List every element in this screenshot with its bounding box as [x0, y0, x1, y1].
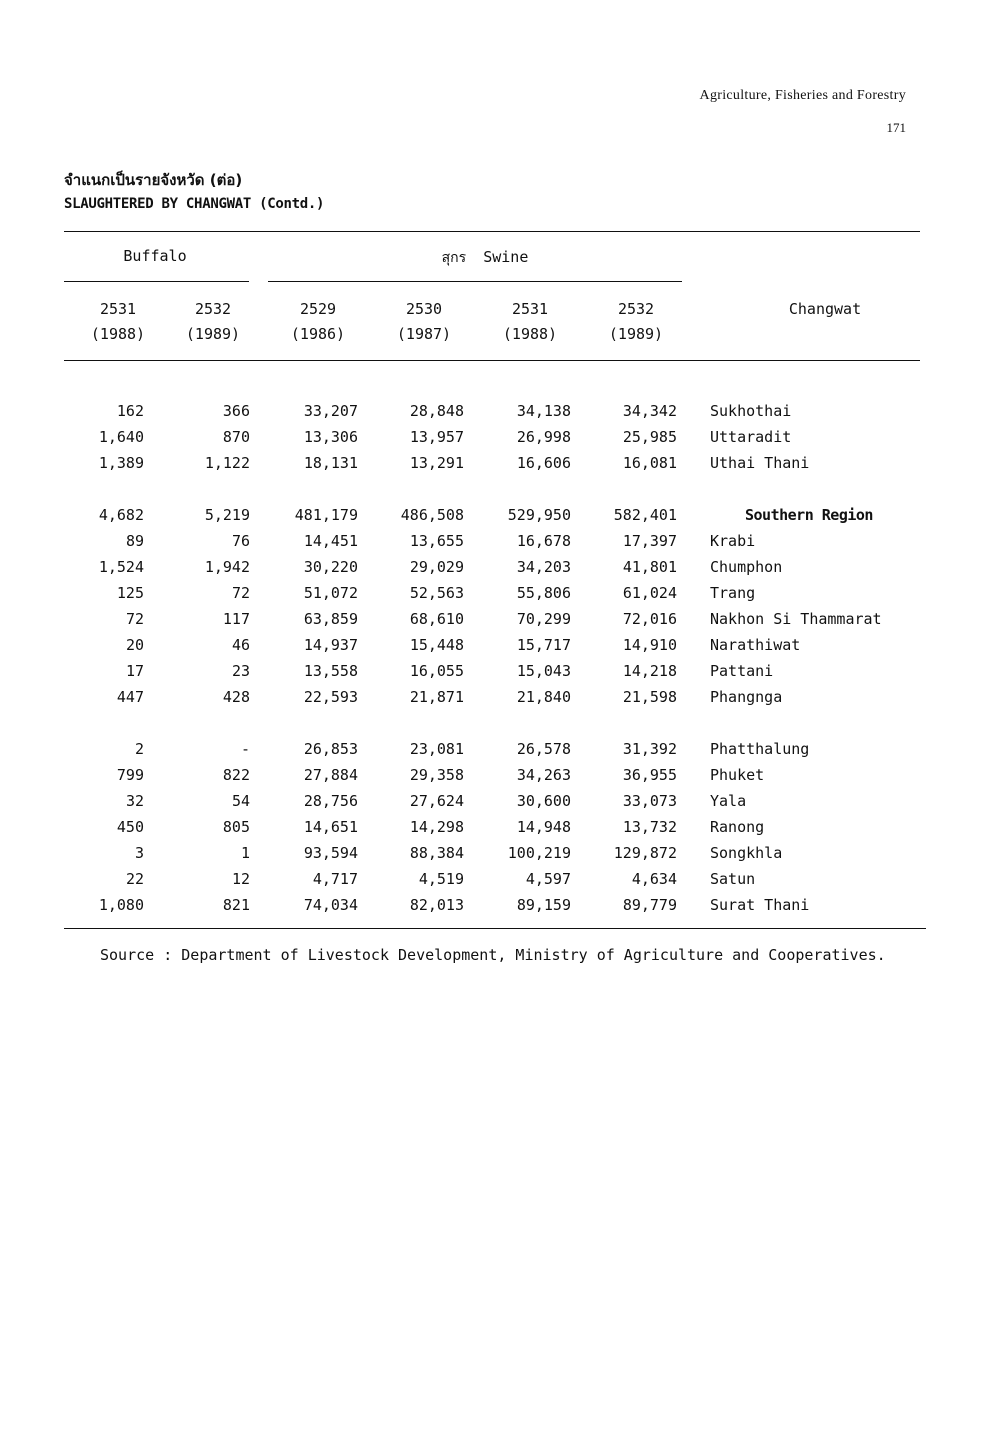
table-cell: 33,207 [303, 402, 358, 420]
table-cell: 13,732 [622, 818, 677, 836]
table-cell: 13,306 [303, 428, 358, 446]
table-cell: 1,524 [98, 558, 144, 576]
table-cell: 72 [231, 584, 250, 602]
table-cell: 1,389 [98, 454, 144, 472]
table-cell: 93,594 [303, 844, 358, 862]
changwat-name: Yala [710, 792, 747, 810]
year-header-ad: (1987) [396, 325, 452, 343]
table-cell: 805 [222, 818, 250, 836]
table-cell: 89 [125, 532, 144, 550]
bottom-rule [64, 928, 926, 929]
table-cell: 18,131 [303, 454, 358, 472]
table-cell: 486,508 [400, 506, 464, 524]
changwat-name: Pattani [710, 662, 774, 680]
table-cell: 14,910 [622, 636, 677, 654]
table-cell: 16,678 [516, 532, 571, 550]
region-name: Southern Region [745, 506, 873, 524]
source-note: Source : Department of Livestock Development, Ministry of Agriculture and Cooperatives. [100, 946, 886, 964]
table-cell: 15,043 [516, 662, 571, 680]
table-cell: 822 [222, 766, 250, 784]
changwat-name: Satun [710, 870, 756, 888]
changwat-name: Phuket [710, 766, 765, 784]
changwat-name: Krabi [710, 532, 756, 550]
table-cell: 16,606 [516, 454, 571, 472]
buffalo-header: Buffalo [123, 247, 187, 265]
table-cell: 25,985 [622, 428, 677, 446]
changwat-name: Chumphon [710, 558, 783, 576]
table-cell: 41,801 [622, 558, 677, 576]
table-cell: 21,871 [409, 688, 464, 706]
table-cell: 29,358 [409, 766, 464, 784]
table-cell: 870 [222, 428, 250, 446]
changwat-name: Narathiwat [710, 636, 801, 654]
swine-header-english: Swine [483, 248, 529, 266]
table-cell: 14,651 [303, 818, 358, 836]
table-cell: 28,756 [303, 792, 358, 810]
table-cell: 70,299 [516, 610, 571, 628]
year-header-be: 2531 [511, 300, 549, 318]
table-cell: 129,872 [613, 844, 677, 862]
table-cell: 76 [231, 532, 250, 550]
table-cell: 88,384 [409, 844, 464, 862]
changwat-name: Ranong [710, 818, 765, 836]
table-cell: 46 [231, 636, 250, 654]
table-cell: 30,220 [303, 558, 358, 576]
year-header-ad: (1988) [502, 325, 558, 343]
table-cell: 28,848 [409, 402, 464, 420]
changwat-name: Surat Thani [710, 896, 810, 914]
table-cell: 15,448 [409, 636, 464, 654]
table-cell: 447 [116, 688, 144, 706]
table-cell: 26,578 [516, 740, 571, 758]
year-header-ad: (1989) [608, 325, 664, 343]
table-cell: 125 [116, 584, 144, 602]
table-cell: 14,451 [303, 532, 358, 550]
year-header-be: 2530 [405, 300, 443, 318]
table-cell: 54 [231, 792, 250, 810]
changwat-name: Sukhothai [710, 402, 792, 420]
table-cell: 61,024 [622, 584, 677, 602]
year-header-be: 2529 [299, 300, 337, 318]
header-bottom-rule [64, 360, 920, 361]
table-cell: 13,957 [409, 428, 464, 446]
table-cell: 26,998 [516, 428, 571, 446]
table-cell: 29,029 [409, 558, 464, 576]
table-cell: 34,342 [622, 402, 677, 420]
table-cell: 17 [125, 662, 144, 680]
table-cell: 529,950 [507, 506, 571, 524]
swine-header-thai: สุกร [441, 250, 467, 266]
table-cell: 27,624 [409, 792, 464, 810]
table-cell: 72 [125, 610, 144, 628]
table-cell: 51,072 [303, 584, 358, 602]
table-cell: 2 [134, 740, 144, 758]
table-cell: 821 [222, 896, 250, 914]
table-cell: 17,397 [622, 532, 677, 550]
table-cell: 162 [116, 402, 144, 420]
table-cell: 799 [116, 766, 144, 784]
table-cell: 82,013 [409, 896, 464, 914]
table-cell: 1,942 [204, 558, 250, 576]
table-cell: 89,779 [622, 896, 677, 914]
table-cell: 481,179 [294, 506, 358, 524]
changwat-name: Uthai Thani [710, 454, 810, 472]
changwat-name: Uttaradit [710, 428, 792, 446]
table-cell: 34,203 [516, 558, 571, 576]
table-cell: 27,884 [303, 766, 358, 784]
table-cell: 1,640 [98, 428, 144, 446]
table-cell: 366 [222, 402, 250, 420]
table-cell: 33,073 [622, 792, 677, 810]
table-cell: 5,219 [204, 506, 250, 524]
table-cell: 16,081 [622, 454, 677, 472]
table-cell: 14,298 [409, 818, 464, 836]
table-cell: 23,081 [409, 740, 464, 758]
table-cell: 36,955 [622, 766, 677, 784]
table-cell: 428 [222, 688, 250, 706]
table-cell: 22,593 [303, 688, 358, 706]
table-cell: 14,218 [622, 662, 677, 680]
table-cell: 21,598 [622, 688, 677, 706]
changwat-name: Songkhla [710, 844, 783, 862]
table-cell: 1,122 [204, 454, 250, 472]
table-cell: 3 [134, 844, 144, 862]
table-cell: 26,853 [303, 740, 358, 758]
table-cell: 14,948 [516, 818, 571, 836]
table-cell: 100,219 [507, 844, 571, 862]
table-cell: 1,080 [98, 896, 144, 914]
table-cell: 13,558 [303, 662, 358, 680]
table-cell: 4,717 [312, 870, 358, 888]
table-cell: 117 [222, 610, 250, 628]
table-title-english: SLAUGHTERED BY CHANGWAT (Contd.) [64, 196, 325, 212]
year-header-ad: (1988) [90, 325, 146, 343]
table-cell: 12 [231, 870, 250, 888]
year-header-be: 2532 [194, 300, 232, 318]
table-title-thai: จำแนกเป็นรายจังหวัด (ต่อ) [64, 171, 243, 189]
table-cell: - [240, 740, 250, 758]
table-cell: 4,597 [525, 870, 571, 888]
changwat-name: Phangnga [710, 688, 783, 706]
table-cell: 63,859 [303, 610, 358, 628]
table-cell: 89,159 [516, 896, 571, 914]
table-cell: 22 [125, 870, 144, 888]
changwat-header: Changwat [788, 300, 862, 318]
changwat-name: Trang [710, 584, 756, 602]
table-cell: 55,806 [516, 584, 571, 602]
table-cell: 23 [231, 662, 250, 680]
swine-span-rule [268, 281, 682, 282]
table-cell: 68,610 [409, 610, 464, 628]
table-cell: 14,937 [303, 636, 358, 654]
table-cell: 450 [116, 818, 144, 836]
table-cell: 21,840 [516, 688, 571, 706]
changwat-name: Phatthalung [710, 740, 810, 758]
table-cell: 16,055 [409, 662, 464, 680]
table-cell: 13,655 [409, 532, 464, 550]
table-cell: 13,291 [409, 454, 464, 472]
year-header-ad: (1989) [185, 325, 241, 343]
table-cell: 582,401 [613, 506, 677, 524]
year-header-be: 2531 [99, 300, 137, 318]
buffalo-span-rule [64, 281, 249, 282]
table-cell: 72,016 [622, 610, 677, 628]
page-number: 171 [886, 120, 906, 135]
year-header-ad: (1986) [290, 325, 346, 343]
running-header: Agriculture, Fisheries and Forestry [699, 88, 906, 103]
table-cell: 15,717 [516, 636, 571, 654]
table-cell: 31,392 [622, 740, 677, 758]
table-cell: 32 [125, 792, 144, 810]
top-rule [64, 231, 920, 232]
table-cell: 34,263 [516, 766, 571, 784]
table-cell: 4,634 [631, 870, 677, 888]
table-cell: 1 [240, 844, 250, 862]
year-header-be: 2532 [617, 300, 655, 318]
table-cell: 20 [125, 636, 144, 654]
table-cell: 4,519 [418, 870, 464, 888]
table-cell: 74,034 [303, 896, 358, 914]
table-cell: 30,600 [516, 792, 571, 810]
table-cell: 52,563 [409, 584, 464, 602]
swine-header [420, 247, 550, 269]
changwat-name: Nakhon Si Thammarat [710, 610, 882, 628]
table-cell: 4,682 [98, 506, 144, 524]
table-cell: 34,138 [516, 402, 571, 420]
